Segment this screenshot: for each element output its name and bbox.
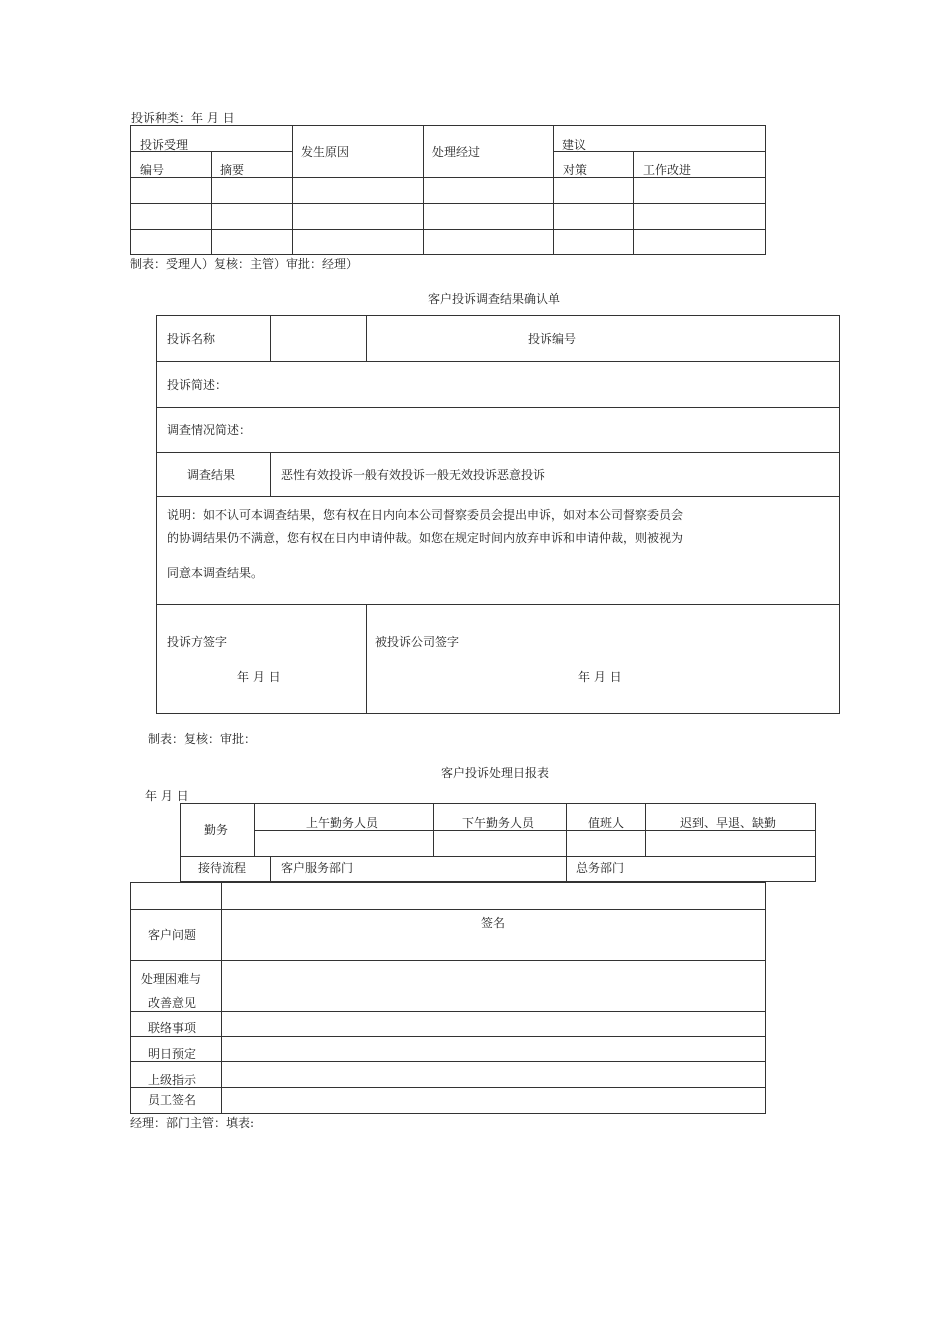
col-improvement: 工作改进 bbox=[643, 163, 692, 177]
note-line-1: 说明：如不认可本调查结果，您有权在日内向本公司督察委员会提出申诉，如对本公司督察委员会 bbox=[167, 508, 684, 522]
signature-label: 签名 bbox=[481, 916, 506, 930]
difficulty-label-line1: 处理困难与 bbox=[141, 972, 202, 986]
form3-duty-table bbox=[180, 803, 816, 882]
tomorrow-plan-label: 明日预定 bbox=[148, 1047, 197, 1061]
complaint-name-value[interactable] bbox=[271, 316, 365, 360]
col-process: 处理经过 bbox=[432, 145, 481, 159]
investigation-result-options: 恶性有效投诉一般有效投诉一般无效投诉恶意投诉 bbox=[281, 468, 546, 482]
form1-header: 投诉种类：年 月 日 bbox=[131, 111, 235, 125]
form2-title: 客户投诉调查结果确认单 bbox=[428, 292, 561, 306]
note-line-2: 的协调结果仍不满意，您有权在日内申请仲裁。如您在规定时间内放弃申诉和申请仲裁，则被视为 bbox=[167, 531, 684, 545]
difficulty-label-line2: 改善意见 bbox=[148, 996, 197, 1010]
complainant-sign-label: 投诉方签字 bbox=[167, 635, 228, 649]
col-number: 编号 bbox=[140, 163, 165, 177]
col-summary: 摘要 bbox=[220, 163, 245, 177]
reception-flow-label: 接待流程 bbox=[198, 861, 247, 875]
form3-footer: 经理：部门主管：填表: bbox=[130, 1116, 255, 1130]
form1-footer: 制表：受理人）复核：主管）审批：经理） bbox=[130, 257, 359, 271]
form3-title: 客户投诉处理日报表 bbox=[441, 766, 550, 780]
col-countermeasure: 对策 bbox=[563, 163, 588, 177]
col-complaint-accept: 投诉受理 bbox=[140, 138, 189, 152]
complaint-number-label: 投诉编号 bbox=[528, 332, 577, 346]
form2-footer: 制表：复核：审批： bbox=[148, 732, 257, 746]
complaint-name-label: 投诉名称 bbox=[167, 332, 216, 346]
staff-signature-label: 员工签名 bbox=[148, 1093, 197, 1107]
form3-date: 年 月 日 bbox=[145, 789, 189, 803]
morning-staff-label: 上午勤务人员 bbox=[306, 816, 379, 830]
liaison-label: 联络事项 bbox=[148, 1021, 197, 1035]
general-affairs-dept-label: 总务部门 bbox=[576, 861, 625, 875]
afternoon-staff-label: 下午勤务人员 bbox=[462, 816, 535, 830]
note-line-3: 同意本调查结果。 bbox=[167, 566, 264, 580]
customer-service-dept-label: 客户服务部门 bbox=[281, 861, 354, 875]
company-sign-date: 年 月 日 bbox=[578, 670, 622, 684]
complainant-sign-date: 年 月 日 bbox=[237, 670, 281, 684]
on-duty-label: 值班人 bbox=[588, 816, 625, 830]
complaint-brief-label: 投诉简述： bbox=[167, 378, 228, 392]
investigation-brief-label: 调查情况简述： bbox=[167, 423, 252, 437]
col-suggestion: 建议 bbox=[562, 138, 587, 152]
duty-label: 勤务 bbox=[204, 823, 229, 837]
col-cause: 发生原因 bbox=[301, 145, 350, 159]
superior-instruction-label: 上级指示 bbox=[148, 1073, 197, 1087]
late-absent-label: 迟到、早退、缺勤 bbox=[680, 816, 777, 830]
customer-issue-label: 客户问题 bbox=[148, 928, 197, 942]
form3-report-table bbox=[130, 882, 766, 1114]
company-sign-label: 被投诉公司签字 bbox=[375, 635, 460, 649]
investigation-result-label: 调查结果 bbox=[187, 468, 236, 482]
